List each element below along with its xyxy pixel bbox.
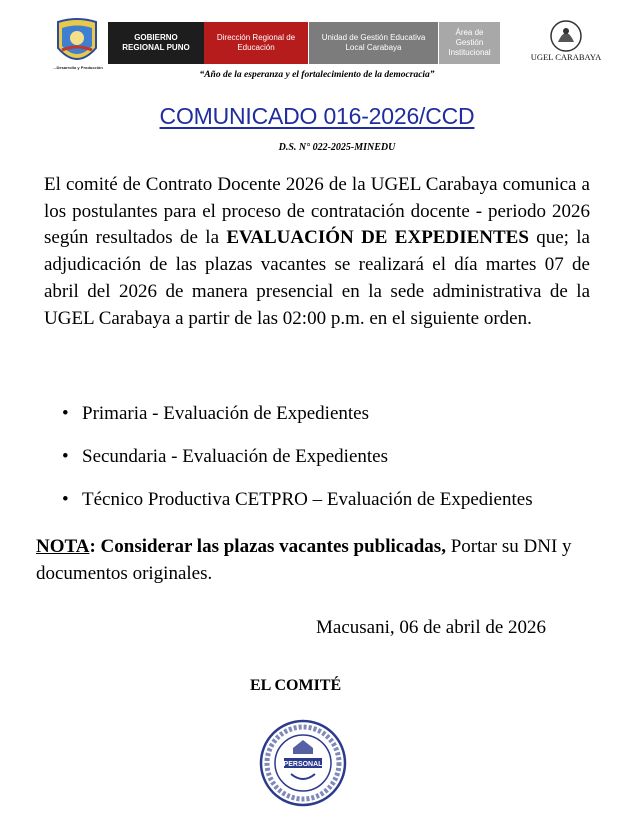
evaluation-highlight: EVALUACIÓN DE EXPEDIENTES	[226, 227, 529, 249]
official-seal-icon	[258, 718, 348, 808]
date-line: Macusani, 06 de abril de 2026	[316, 617, 547, 638]
page-title: COMUNICADO 016-2026/CCD	[159, 103, 475, 129]
decree-reference: D.S. N° 022-2025-MINEDU	[278, 142, 396, 153]
main-paragraph: El comité de Contrato Docente 2026 de la UGEL Carabaya comunica a los postulantes para el proceso de contratación docente - periodo 2026 según resultados de la EVALUACIÓN DE EXPEDIENTES que; la adjudicación de las plazas vacantes se realizará el día martes 07 de abril del 2026 de manera presencial en la sede administrativa de la UGEL Carabaya a partir de las 02:00 p.m. en el siguiente orden.	[44, 174, 590, 329]
signature-label: EL COMITÉ	[250, 677, 342, 694]
logo-left-caption: ...Desarrollo y Producción	[53, 65, 103, 70]
regional-crest-icon	[52, 18, 102, 72]
banner-unidad: Unidad de Gestión Educativa Local Carabaya	[308, 22, 438, 64]
svg-text:UGEL CARABAYA: UGEL CARABAYA	[530, 52, 602, 62]
svg-text:PERSONAL: PERSONAL	[283, 761, 323, 768]
note-paragraph: NOTA: Considerar las plazas vacantes publicadas, Portar su DNI y documentos originales.	[36, 536, 572, 584]
header-motto: “Año de la esperanza y el fortalecimiento de la democracia”	[199, 70, 435, 80]
list-item: • Primaria - Evaluación de Expedientes	[62, 403, 370, 424]
banner-gobierno: GOBIERNO REGIONAL PUNO	[108, 22, 204, 64]
adjudication-order-list	[62, 401, 622, 530]
ugel-carabaya-logo-icon	[530, 18, 602, 68]
banner-direccion: Dirección Regional de Educación	[204, 22, 308, 64]
list-item: • Secundaria - Evaluación de Expedientes	[62, 446, 388, 467]
list-item: • Técnico Productiva CETPRO – Evaluación de Expedientes	[62, 489, 533, 510]
banner-area: Área de Gestión Institucional	[438, 22, 500, 64]
institution-banner	[108, 22, 500, 64]
document-header	[0, 0, 634, 90]
